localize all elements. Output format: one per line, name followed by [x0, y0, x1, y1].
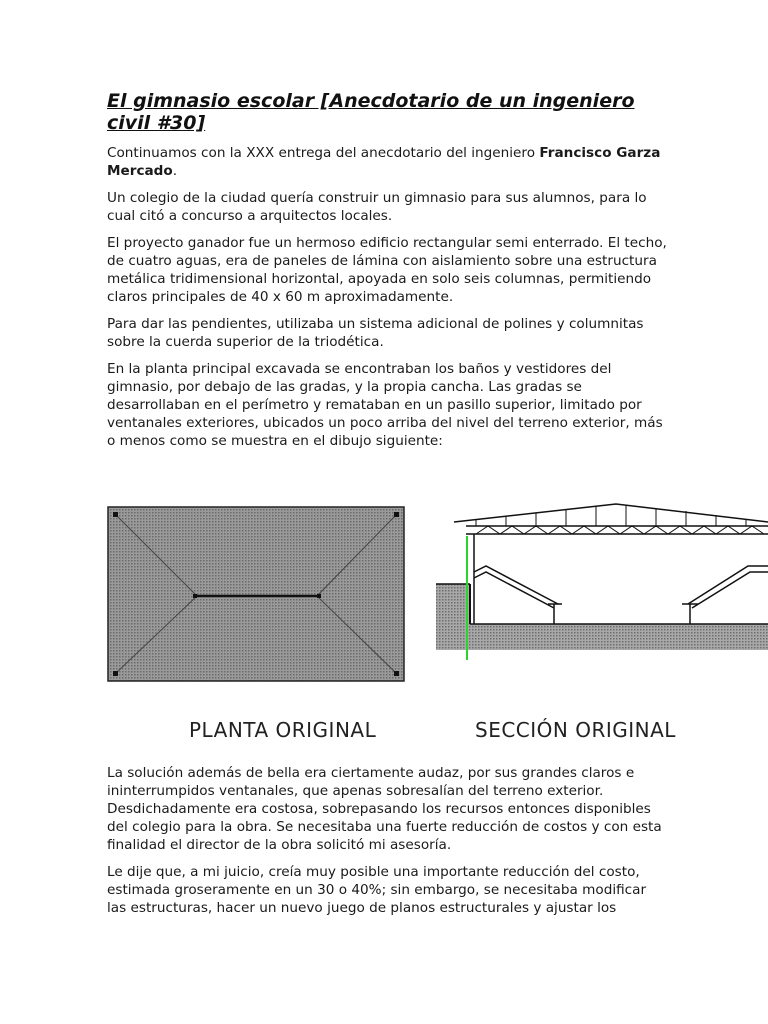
paragraph-2: Un colegio de la ciudad quería construir un gimnasio para sus alumnos, para lo cual citó a concurso a arquitectos locales. — [107, 190, 647, 224]
intro-text: Continuamos con la XXX entrega del anecdotario del ingeniero — [107, 145, 540, 161]
paragraph-6: La solución además de bella era ciertamente audaz, por sus grandes claros e ininterrumpidos ventanales, que apenas sobresalían del terreno exterior. Desdichadamente era costosa, sobrepasando los recursos entonces disponibles del colegio para la obra. Se necesitaba una fuerte reducción de costos y con esta finalidad el director de la obra solicitó mi asesoría. — [107, 765, 662, 853]
paragraph-7: Le dije que, a mi juicio, creía muy posible una importante reducción del costo, estimada groseramente en un 30 o 40%; sin embargo, se necesitaba modificar las estructuras, hacer un nuevo juego de planos estructurales y ajustar los — [107, 864, 647, 916]
intro-paragraph — [107, 144, 667, 180]
paragraph-5: En la planta principal excavada se encontraban los baños y vestidores del gimnasio, por debajo de las gradas, y la propia cancha. Las gradas se desarrollaban en el perímetro y remataban en un pasillo superior, limitado por ventanales exteriores, ubicados un poco arriba del nivel del terreno exterior, más o menos como se muestra en el dibujo siguiente: — [107, 361, 663, 449]
paragraph-4: Para dar las pendientes, utilizaba un sistema adicional de polines y columnitas sobre la cuerda superior de la triodética. — [107, 316, 644, 350]
article-body — [107, 90, 667, 459]
plan-drawing — [107, 506, 407, 690]
engineer-name: Francisco Garza Mercado — [107, 145, 661, 179]
drawing-figure — [0, 500, 768, 760]
plan-caption: PLANTA ORIGINAL — [189, 718, 377, 742]
section-caption: SECCIÓN ORIGINAL — [475, 718, 676, 742]
article-continuation — [107, 764, 667, 926]
section-drawing — [436, 500, 768, 668]
article-title: El gimnasio escolar [Anecdotario de un ingeniero civil #30] — [107, 90, 635, 134]
intro-end: . — [172, 163, 178, 179]
paragraph-3: El proyecto ganador fue un hermoso edificio rectangular semi enterrado. El techo, de cuatro aguas, era de paneles de lámina con aislamiento sobre una estructura metálica tridimensional horizontal, apoyada en solo seis columnas, permitiendo claros principales de 40 x 60 m aproximadamente. — [107, 235, 667, 305]
